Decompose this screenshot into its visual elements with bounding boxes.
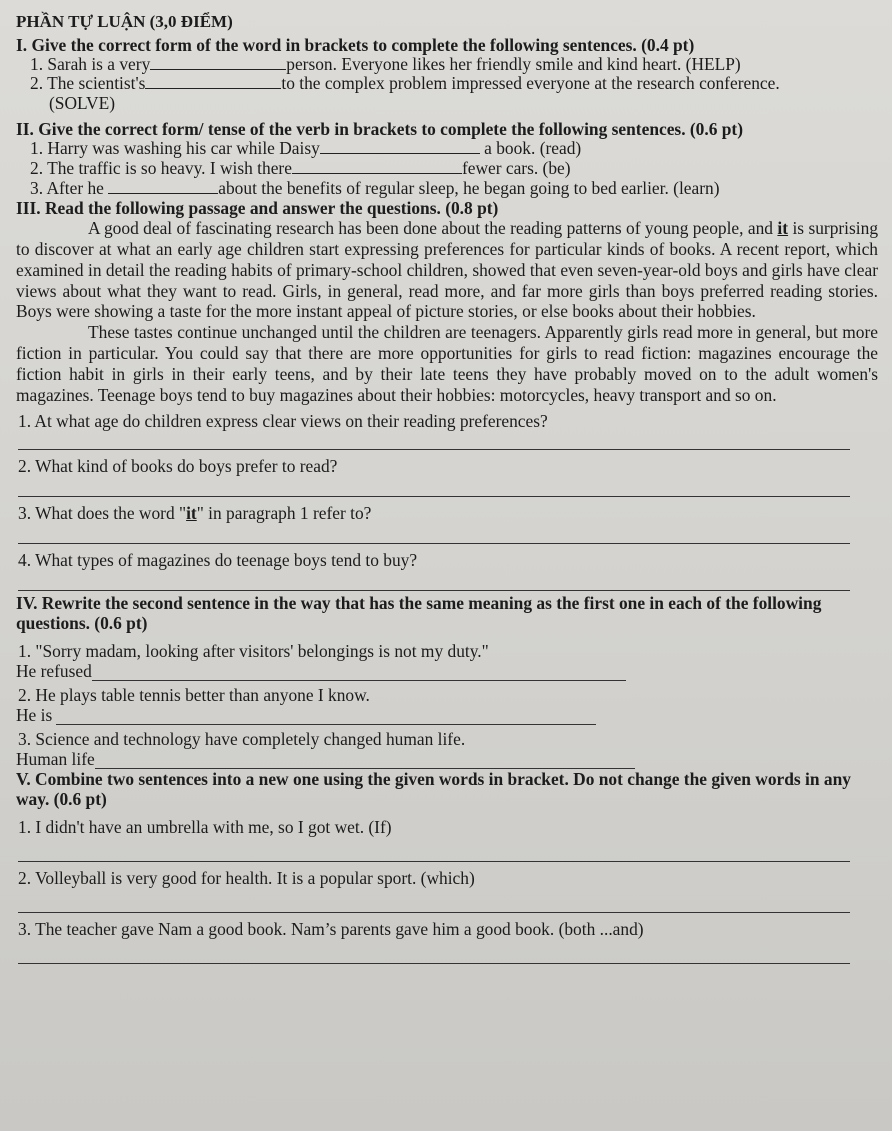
s4-rewrite-2: He is [16,705,878,725]
s5-answer-line-1[interactable] [18,853,850,862]
s2-question-2: 2. The traffic is so heavy. I wish there fewer cars. (be) [30,157,571,178]
page-title: PHẦN TỰ LUẬN (3,0 ĐIỂM) [16,12,233,31]
s4-question-3: 3. Science and technology have completely changed human life. [18,729,466,750]
s3-answer-line-4[interactable] [18,582,850,591]
s3-question-4: 4. What types of magazines do teenage boys tend to buy? [18,550,418,571]
section-1-heading: I. Give the correct form of the word in brackets to complete the following sentences. (0.4 pt) [16,34,695,55]
s5-answer-line-3[interactable] [18,955,850,964]
passage-paragraph-2: These tastes continue unchanged until the children are teenagers. Apparently girls read more in general, but more fiction in particular. You could say that there are more opportunities for girls to read fiction: magazines encourage the fiction habit in girls in their early teens, and by their late teens they have probably moved on to the adult women's magazines. Teenage boys tend to buy magazines about their hobbies: motorcycles, heavy transport and so on. [16,322,878,405]
s3-question-1: 1. At what age do children express clear views on their reading preferences? [18,411,548,432]
s1-q1-blank[interactable] [150,55,286,70]
s4-question-2: 2. He plays table tennis better than anyone I know. [18,685,370,706]
s2-question-1: 1. Harry was washing his car while Daisy a book. (read) [30,138,582,159]
s2-q1-blank[interactable] [320,139,480,154]
section-4-heading: IV. Rewrite the second sentence in the way that has the same meaning as the first one in each of the following questions. (0.6 pt) [16,593,822,634]
s3-answer-line-3[interactable] [18,535,850,544]
section-2-heading: II. Give the correct form/ tense of the verb in brackets to complete the following sentences. (0.6 pt) [16,119,744,140]
s4-answer-line-3[interactable] [95,752,635,769]
s5-answer-line-2[interactable] [18,904,850,913]
s3-question-3: 3. What does the word "it" in paragraph 1 refer to? [18,503,372,524]
s3-answer-line-1[interactable] [18,441,850,450]
s1-q2-blank[interactable] [145,74,281,89]
s1-q2-word: (SOLVE) [49,92,116,113]
s4-rewrite-3: Human life [16,749,878,769]
s2-q2-blank[interactable] [292,159,462,174]
s5-question-3: 3. The teacher gave Nam a good book. Nam’s parents gave him a good book. (both ...and) [18,919,644,940]
s1-question-1: 1. Sarah is a very person. Everyone likes her friendly smile and kind heart. (HELP) [30,53,741,74]
passage-paragraph-1: A good deal of fascinating research has been done about the reading patterns of young people, and it is surprising to discover at what an early age children start expressing preferences for particular kinds of books. A recent report, which examined in detail the reading habits of primary-school children, showed that even seven-year-old boys and girls have clear views about what they want to read. Girls, in general, read more, and far more girls than boys preferred reading stories. Boys were showing a taste for the more instant appeal of picture stories, or else books about their hobbies. [16,218,879,322]
s5-question-1: 1. I didn't have an umbrella with me, so I got wet. (If) [18,817,392,838]
s3-answer-line-2[interactable] [18,488,850,497]
s1-question-2: 2. The scientist's to the complex problem impressed everyone at the research conference. [30,73,780,94]
s5-question-2: 2. Volleyball is very good for health. It is a popular sport. (which) [18,868,475,889]
s3-question-2: 2. What kind of books do boys prefer to read? [18,456,338,477]
s4-question-1: 1. "Sorry madam, looking after visitors' belongings is not my duty." [18,641,489,662]
s4-answer-line-2[interactable] [56,708,596,725]
s2-question-3: 3. After he about the benefits of regular sleep, he began going to bed earlier. (learn) [30,177,720,198]
s4-rewrite-1: He refused [16,661,878,681]
section-5-heading: V. Combine two sentences into a new one using the given words in bracket. Do not change the given words in any way. (0.6 pt) [16,769,851,810]
s4-answer-line-1[interactable] [92,664,626,681]
s2-q3-blank[interactable] [108,179,218,194]
section-3-heading: III. Read the following passage and answer the questions. (0.8 pt) [16,198,499,219]
